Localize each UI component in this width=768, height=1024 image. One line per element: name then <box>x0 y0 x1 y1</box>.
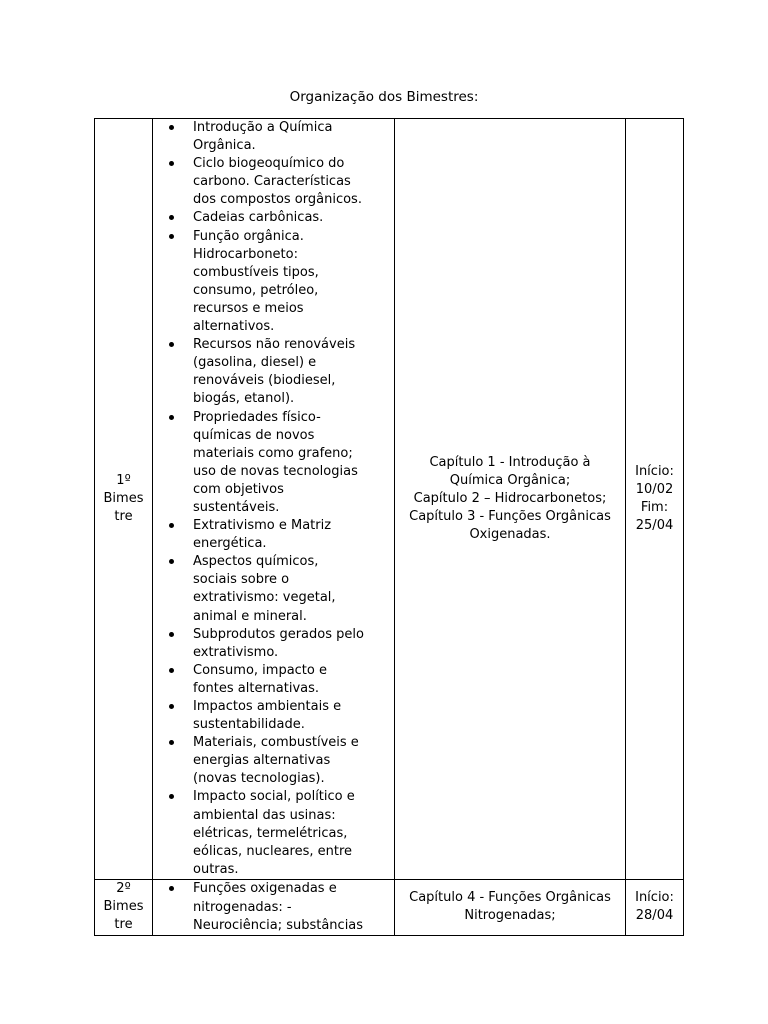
list-item-line: (gasolina, diesel) e <box>193 355 317 371</box>
cell-line: tre <box>114 509 133 525</box>
list-item-line: Impactos ambientais e <box>193 699 342 714</box>
cell-line: Início: <box>635 463 674 479</box>
list-item-line: nitrogenadas: - <box>193 899 292 915</box>
cell-line: Bimes <box>103 899 144 915</box>
topic-list <box>163 880 388 934</box>
list-item <box>163 880 388 934</box>
list-item-line: Subprodutos gerados pelo <box>193 626 364 642</box>
list-item-line: combustíveis tipos, <box>193 264 319 280</box>
bimester-cell <box>95 879 153 935</box>
list-item <box>163 119 388 155</box>
topic-list <box>163 119 388 879</box>
list-item-line: outras. <box>193 861 239 877</box>
list-item-line: renováveis (biodiesel, <box>193 373 336 389</box>
list-item <box>163 662 388 698</box>
list-item <box>163 336 388 408</box>
cell-line: Fim: <box>640 499 669 515</box>
cell-line: 28/04 <box>635 908 674 924</box>
list-item-line: Impacto social, político e <box>193 789 355 805</box>
list-item-line: extrativismo: vegetal, <box>193 590 336 606</box>
list-item-line: Função orgânica. <box>193 228 304 244</box>
cell-line: Capítulo 3 - Funções Orgânicas <box>409 509 611 525</box>
list-item <box>163 228 388 337</box>
list-item-line: Neurociência; substâncias <box>193 917 364 933</box>
list-item-line: sustentáveis. <box>193 499 280 515</box>
cell-line: Oxigenadas. <box>469 527 551 543</box>
list-item <box>163 155 388 209</box>
list-item-line: Funções oxigenadas e <box>193 881 337 897</box>
chapters-cell <box>395 879 626 935</box>
list-item-line: eólicas, nucleares, entre <box>193 843 353 859</box>
list-item <box>163 626 388 662</box>
list-item-line: carbono. Características <box>193 174 351 190</box>
list-item-line: uso de novas tecnologias <box>193 463 358 479</box>
bimester-table <box>94 118 684 936</box>
list-item <box>163 553 388 625</box>
page-title: Organização dos Bimestres: <box>289 89 479 105</box>
list-item-line: fontes alternativas. <box>193 680 320 696</box>
list-item-line: Cadeias carbônicas. <box>193 210 324 226</box>
list-item-line: consumo, petróleo, <box>193 282 319 298</box>
bimester-cell <box>95 119 153 880</box>
list-item-line: Orgânica. <box>193 138 256 154</box>
list-item-line: sociais sobre o <box>193 572 290 588</box>
dates-cell <box>626 879 684 935</box>
list-item <box>163 698 388 734</box>
list-item-line: ambiental das usinas: <box>193 807 336 823</box>
list-item <box>163 209 388 227</box>
cell-line: Início: <box>635 890 674 906</box>
list-item-line: com objetivos <box>193 481 284 497</box>
cell-line: 25/04 <box>635 518 674 534</box>
list-item-line: extrativismo. <box>193 644 279 660</box>
list-item <box>163 517 388 553</box>
list-item <box>163 409 388 518</box>
cell-line: Capítulo 1 - Introdução à <box>429 454 591 470</box>
cell-line: 10/02 <box>635 481 674 497</box>
cell-line: Capítulo 4 - Funções Orgânicas <box>409 890 611 906</box>
list-item <box>163 734 388 788</box>
list-item-line: animal e mineral. <box>193 608 307 624</box>
list-item-line: Materiais, combustíveis e <box>193 735 359 751</box>
cell-line: Capítulo 2 – Hidrocarbonetos; <box>413 490 607 506</box>
cell-line: Bimes <box>103 490 144 506</box>
list-item-line: sustentabilidade. <box>193 717 305 733</box>
table-row <box>95 119 684 880</box>
list-item-line: dos compostos orgânicos. <box>193 192 362 208</box>
list-item-line: materiais como grafeno; <box>193 445 353 461</box>
list-item-line: Extrativismo e Matriz <box>193 518 332 534</box>
list-item <box>163 788 388 878</box>
list-item-line: energias alternativas <box>193 753 331 769</box>
cell-line: tre <box>114 917 133 933</box>
list-item-line: alternativos. <box>193 319 275 335</box>
list-item-line: Consumo, impacto e <box>193 662 327 678</box>
list-item-line: Introdução a Química <box>193 120 333 135</box>
topics-cell <box>153 119 395 880</box>
table-row <box>95 879 684 935</box>
list-item-line: (novas tecnologias). <box>193 771 325 787</box>
list-item-line: químicas de novos <box>193 427 315 443</box>
cell-line: Química Orgânica; <box>449 472 571 488</box>
list-item-line: energética. <box>193 536 267 552</box>
cell-line: 2º <box>116 881 131 897</box>
cell-line: Nitrogenadas; <box>464 908 556 924</box>
list-item-line: recursos e meios <box>193 300 304 316</box>
list-item-line: Ciclo biogeoquímico do <box>193 156 345 172</box>
list-item-line: biogás, etanol). <box>193 391 295 407</box>
list-item-line: elétricas, termelétricas, <box>193 825 348 841</box>
list-item-line: Aspectos químicos, <box>193 554 319 570</box>
list-item-line: Hidrocarboneto: <box>193 246 298 262</box>
list-item-line: Recursos não renováveis <box>193 337 356 353</box>
list-item-line: Propriedades físico- <box>193 409 321 425</box>
cell-line: 1º <box>116 472 131 488</box>
chapters-cell <box>395 119 626 880</box>
dates-cell <box>626 119 684 880</box>
topics-cell <box>153 879 395 935</box>
